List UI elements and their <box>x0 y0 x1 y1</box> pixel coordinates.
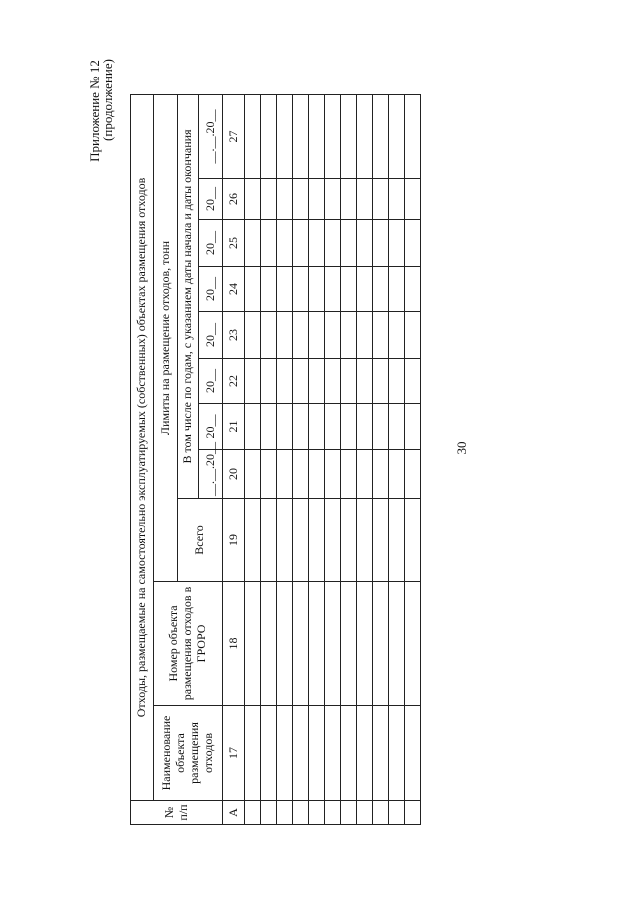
table-cell <box>277 706 293 801</box>
table-cell <box>357 706 373 801</box>
table-cell <box>325 179 341 220</box>
table-cell <box>325 359 341 404</box>
table-cell <box>325 706 341 801</box>
table-cell <box>325 220 341 267</box>
column-number-cell: 22 <box>223 359 245 404</box>
table-cell <box>405 94 421 178</box>
table-cell <box>389 179 405 220</box>
limits-header: Лимиты на размещение отходов, тонн <box>154 94 178 581</box>
table-cell <box>261 582 277 706</box>
appendix-title: Приложение № 12 <box>87 60 102 162</box>
col-total-header: Всего <box>178 499 223 582</box>
table-cell <box>373 404 389 450</box>
table-cell <box>325 267 341 312</box>
table-cell <box>341 94 357 178</box>
table-cell <box>357 499 373 582</box>
table-cell <box>389 499 405 582</box>
table-cell <box>341 267 357 312</box>
table-cell <box>341 801 357 825</box>
table-cell <box>261 450 277 499</box>
table-cell <box>309 359 325 404</box>
table-cell <box>405 499 421 582</box>
table-cell <box>277 499 293 582</box>
table-cell <box>357 94 373 178</box>
table-cell <box>245 706 261 801</box>
page-number: 30 <box>454 441 469 455</box>
table-cell <box>341 359 357 404</box>
table-cell <box>245 267 261 312</box>
year-col-header: 20__ <box>199 267 223 312</box>
table-cell <box>245 359 261 404</box>
table-row <box>389 94 405 824</box>
year-col-header: 20__ <box>199 179 223 220</box>
table-cell <box>309 404 325 450</box>
table-cell <box>357 179 373 220</box>
waste-limits-table <box>130 94 421 825</box>
table-cell <box>405 359 421 404</box>
col-no-header: № п/п <box>131 801 223 825</box>
column-number-cell: 25 <box>223 220 245 267</box>
column-number-cell: 26 <box>223 179 245 220</box>
years-header: В том числе по годам, с указанием даты начала и даты окончания <box>178 94 199 498</box>
table-cell <box>373 801 389 825</box>
table-cell <box>389 801 405 825</box>
table-cell <box>309 312 325 359</box>
table-cell <box>405 706 421 801</box>
waste-header: Отходы, размещаемые на самостоятельно эксплуатируемых (собственных) объектах размещения отходов <box>131 94 154 800</box>
table-cell <box>293 499 309 582</box>
table-cell <box>261 220 277 267</box>
table-cell <box>277 582 293 706</box>
table-cell <box>389 312 405 359</box>
table-cell <box>277 359 293 404</box>
table-cell <box>293 359 309 404</box>
year-col-header: 20__ <box>199 404 223 450</box>
table-cell <box>293 220 309 267</box>
table-cell <box>357 801 373 825</box>
table-cell <box>405 404 421 450</box>
column-number-cell: 23 <box>223 312 245 359</box>
column-number-cell: 18 <box>223 582 245 706</box>
table-cell <box>325 582 341 706</box>
table-cell <box>309 220 325 267</box>
table-cell <box>277 179 293 220</box>
table-cell <box>373 499 389 582</box>
table-cell <box>261 359 277 404</box>
table-row <box>309 94 325 824</box>
column-number-cell: 24 <box>223 267 245 312</box>
table-row <box>341 94 357 824</box>
table-cell <box>405 450 421 499</box>
table-row <box>373 94 389 824</box>
table-cell <box>357 404 373 450</box>
table-cell <box>357 312 373 359</box>
table-cell <box>245 312 261 359</box>
table-cell <box>341 499 357 582</box>
table-cell <box>405 312 421 359</box>
table-cell <box>373 220 389 267</box>
year-col-header: 20__ <box>199 220 223 267</box>
table-cell <box>261 706 277 801</box>
table-cell <box>325 499 341 582</box>
table-cell <box>277 404 293 450</box>
year-col-header: 20__ <box>199 312 223 359</box>
column-number-cell: 20 <box>223 450 245 499</box>
table-cell <box>357 220 373 267</box>
table-cell <box>261 94 277 178</box>
table-cell <box>293 450 309 499</box>
column-number-cell: 27 <box>223 94 245 178</box>
table-row <box>261 94 277 824</box>
table-rotation-frame <box>130 95 396 825</box>
year-col-header: 20__ <box>199 359 223 404</box>
table-cell <box>309 582 325 706</box>
table-cell <box>373 267 389 312</box>
table-cell <box>341 312 357 359</box>
table-cell <box>325 801 341 825</box>
table-cell <box>293 582 309 706</box>
table-cell <box>277 220 293 267</box>
table-cell <box>341 450 357 499</box>
table-row <box>405 94 421 824</box>
table-cell <box>293 312 309 359</box>
table-cell <box>357 267 373 312</box>
table-cell <box>341 706 357 801</box>
table-cell <box>389 450 405 499</box>
table-cell <box>261 801 277 825</box>
table-row <box>325 94 341 824</box>
table-cell <box>309 267 325 312</box>
table-cell <box>325 312 341 359</box>
table-cell <box>389 404 405 450</box>
table-cell <box>357 450 373 499</box>
column-number-cell: 21 <box>223 404 245 450</box>
column-number-cell: А <box>223 801 245 825</box>
table-cell <box>389 582 405 706</box>
table-cell <box>341 582 357 706</box>
table-row <box>245 94 261 824</box>
table-cell <box>293 801 309 825</box>
table-cell <box>357 359 373 404</box>
table-cell <box>261 499 277 582</box>
table-cell <box>373 312 389 359</box>
rotated-table-area <box>130 95 396 825</box>
table-cell <box>293 267 309 312</box>
table-cell <box>261 179 277 220</box>
appendix-subtitle: (продолжение) <box>100 59 115 141</box>
column-number-cell: 19 <box>223 499 245 582</box>
table-row <box>357 94 373 824</box>
table-row <box>277 94 293 824</box>
table-cell <box>245 220 261 267</box>
table-cell <box>341 179 357 220</box>
table-cell <box>261 404 277 450</box>
year-col-header: __.__.20__ <box>199 450 223 499</box>
table-cell <box>325 404 341 450</box>
table-cell <box>309 706 325 801</box>
table-cell <box>245 450 261 499</box>
table-cell <box>309 94 325 178</box>
table-cell <box>245 499 261 582</box>
col-groro-header: Номер объекта размещения отходов в ГРОРО <box>154 582 223 706</box>
table-cell <box>309 450 325 499</box>
table-cell <box>341 220 357 267</box>
table-cell <box>325 450 341 499</box>
table-cell <box>389 220 405 267</box>
table-cell <box>405 179 421 220</box>
column-number-cell: 17 <box>223 706 245 801</box>
table-cell <box>405 267 421 312</box>
table-cell <box>373 450 389 499</box>
table-cell <box>309 499 325 582</box>
table-cell <box>261 312 277 359</box>
table-cell <box>293 179 309 220</box>
table-row <box>293 94 309 824</box>
table-cell <box>373 179 389 220</box>
col-name-header: Наименование объекта размещения отходов <box>154 706 223 801</box>
table-cell <box>341 404 357 450</box>
table-cell <box>245 404 261 450</box>
table-cell <box>277 267 293 312</box>
table-cell <box>293 404 309 450</box>
table-cell <box>245 582 261 706</box>
table-cell <box>325 94 341 178</box>
table-cell <box>389 267 405 312</box>
table-cell <box>389 706 405 801</box>
table-cell <box>309 179 325 220</box>
table-cell <box>277 312 293 359</box>
table-cell <box>405 582 421 706</box>
table-cell <box>293 706 309 801</box>
table-cell <box>373 359 389 404</box>
table-cell <box>245 179 261 220</box>
table-cell <box>245 94 261 178</box>
table-cell <box>277 450 293 499</box>
table-cell <box>389 359 405 404</box>
table-cell <box>373 94 389 178</box>
table-cell <box>293 94 309 178</box>
table-cell <box>245 801 261 825</box>
table-cell <box>277 801 293 825</box>
table-cell <box>405 220 421 267</box>
table-cell <box>261 267 277 312</box>
table-cell <box>357 582 373 706</box>
table-cell <box>373 582 389 706</box>
table-cell <box>405 801 421 825</box>
table-cell <box>277 94 293 178</box>
table-cell <box>389 94 405 178</box>
year-col-header: __.__.20__ <box>199 94 223 178</box>
table-cell <box>309 801 325 825</box>
table-cell <box>373 706 389 801</box>
